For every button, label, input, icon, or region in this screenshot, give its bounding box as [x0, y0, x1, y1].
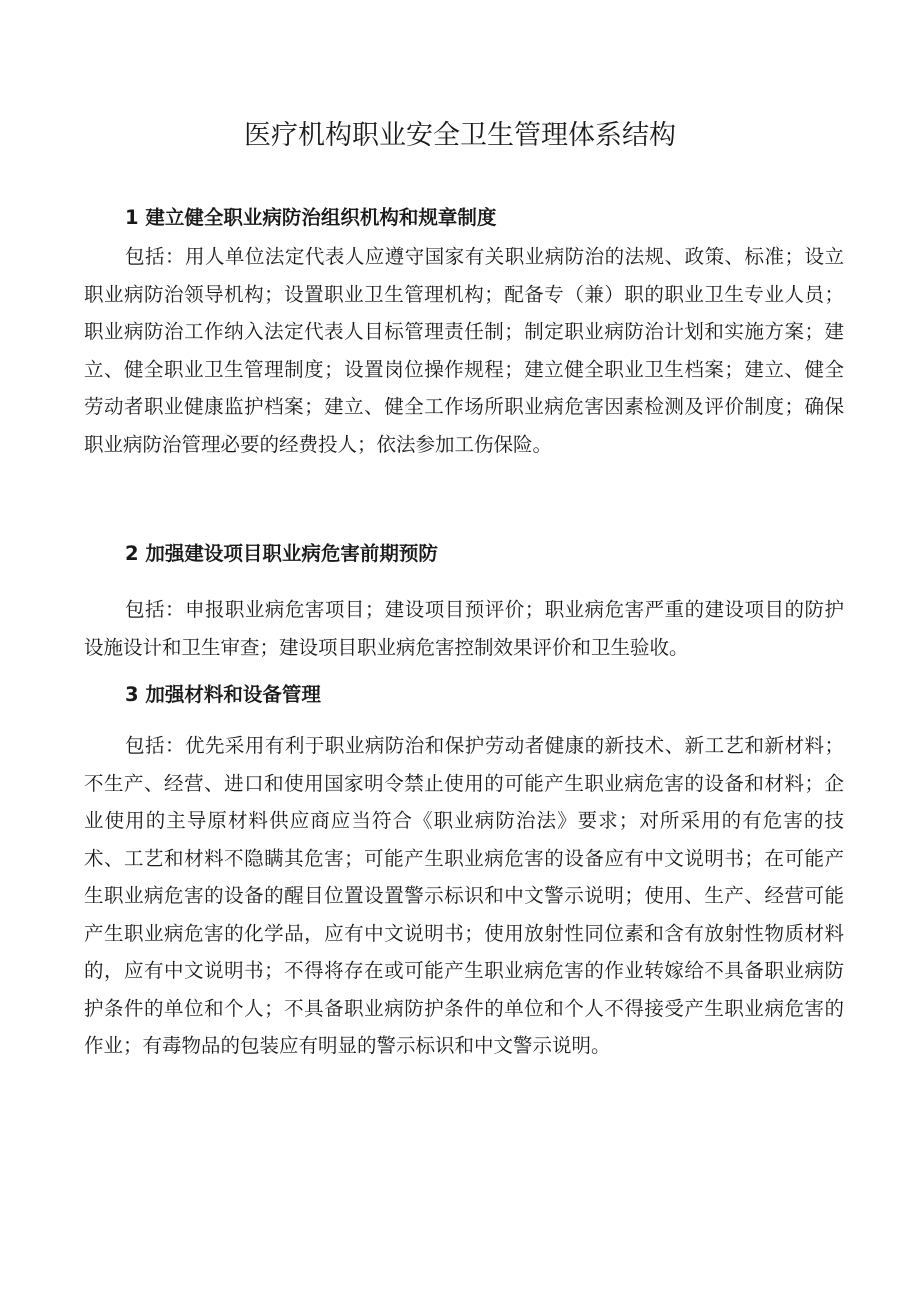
section-paragraph-1: 包括：用人单位法定代表人应遵守国家有关职业病防治的法规、政策、标准；设立职业病防治领导机构；设置职业卫生管理机构；配备专（兼）职的职业卫生专业人员；职业病防治工作纳入法定代表人目标管理责任制；制定职业病防治计划和实施方案；建立、健全职业卫生管理制度；设置岗位操作规程；建立健全职业卫生档案；建立、健全劳动者职业健康监护档案；建立、健全工作场所职业病危害因素检测及评价制度；确保职业病防治管理必要的经费投人；依法参加工伤保险。 [84, 245, 844, 456]
section-heading-1: 1 建立健全职业病防治组织机构和规章制度 [125, 206, 497, 229]
document-title: 医疗机构职业安全卫生管理体系结构 [244, 120, 676, 151]
section-heading-2: 2 加强建设项目职业病危害前期预防 [125, 542, 438, 565]
section-paragraph-2: 包括：申报职业病危害项目；建设项目预评价；职业病危害严重的建设项目的防护设施设计和卫生审查；建设项目职业病危害控制效果评价和卫生验收。 [84, 598, 844, 659]
section-heading-3: 3 加强材料和设备管理 [125, 683, 321, 706]
section-paragraph-3: 包括：优先采用有利于职业病防治和保护劳动者健康的新技术、新工艺和新材料；不生产、经营、进口和使用国家明令禁止使用的可能产生职业病危害的设备和材料；企业使用的主导原材料供应商应当符合《职业病防治法》要求；对所采用的有危害的技术、工艺和材料不隐瞒其危害；可能产生职业病危害的设备应有中文说明书；在可能产生职业病危害的设备的醒目位置设置警示标识和中文警示说明；使用、生产、经营可能产生职业病危害的化学品，应有中文说明书；使用放射性同位素和含有放射性物质材料的，应有中文说明书；不得将存在或可能产生职业病危害的作业转嫁给不具备职业病防护条件的单位和个人；不具备职业病防护条件的单位和个人不得接受产生职业病危害的作业；有毒物品的包装应有明显的警示标识和中文警示说明。 [84, 734, 844, 1057]
